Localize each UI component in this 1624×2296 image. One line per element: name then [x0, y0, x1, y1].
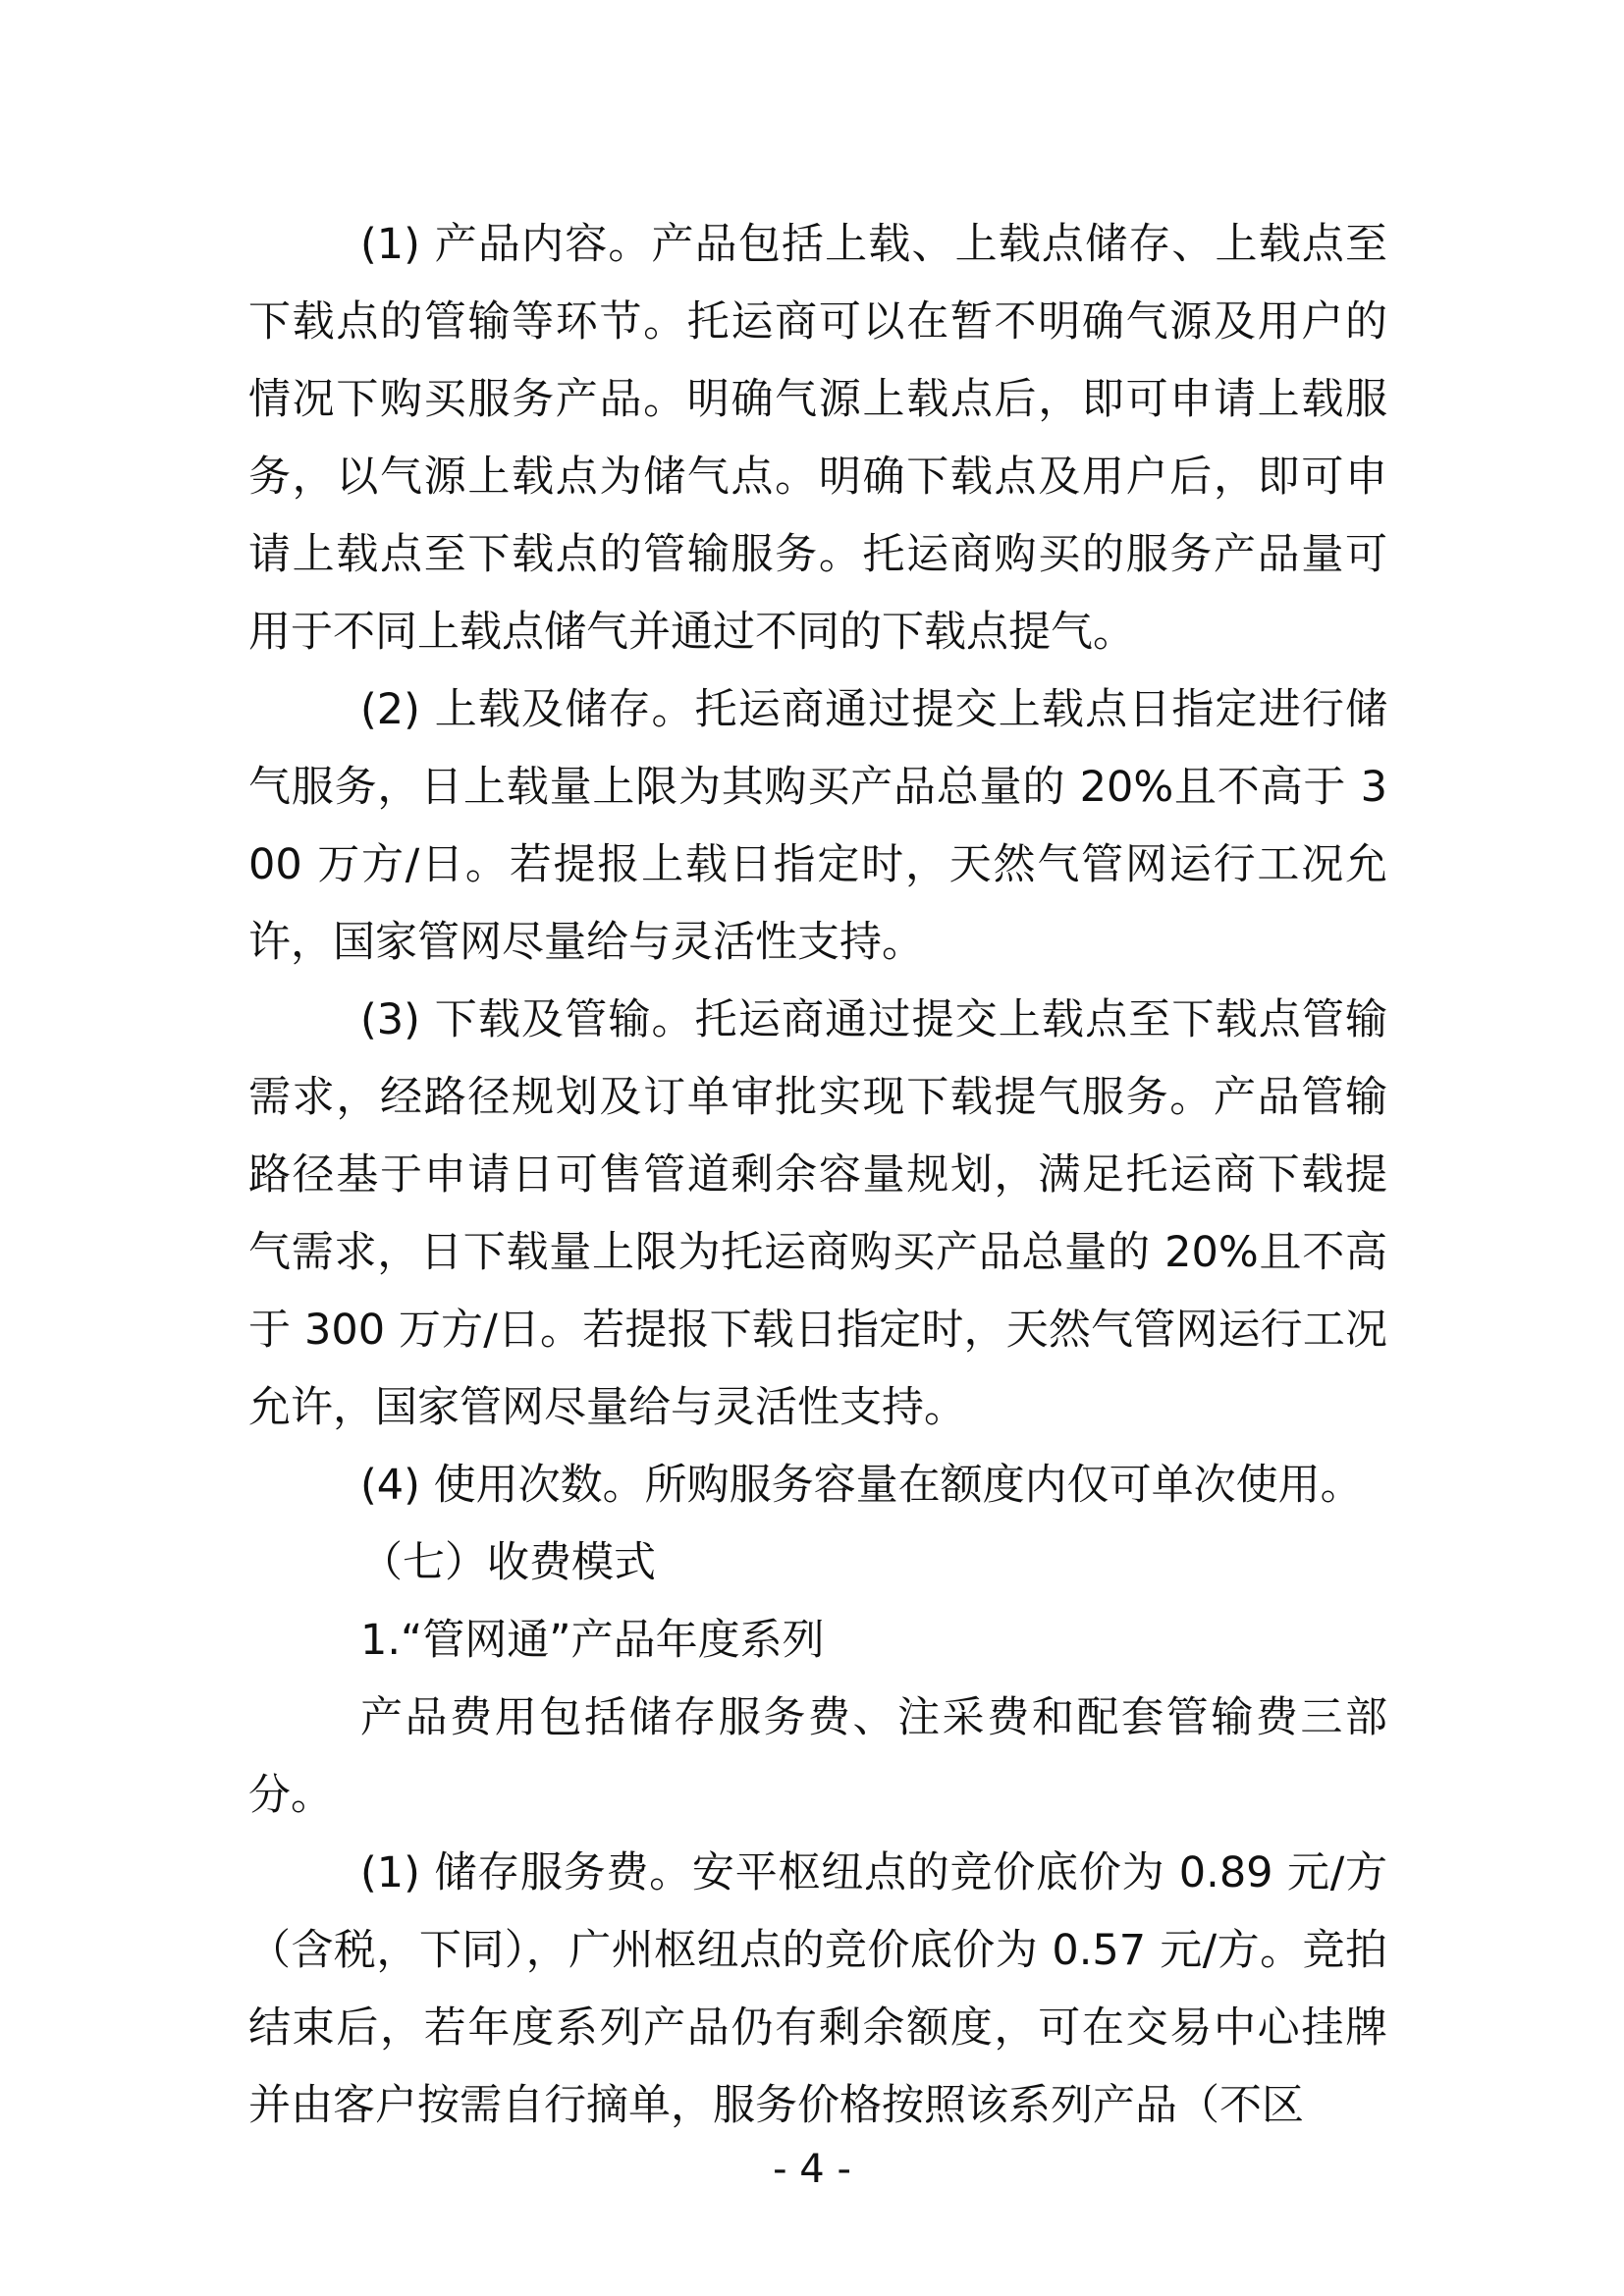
- page-number: - 4 -: [773, 2147, 851, 2192]
- paragraph-usage-times: (4) 使用次数。所购服务容量在额度内仅可单次使用。: [360, 1461, 1363, 1510]
- subsection-heading-annual-series: 1.“管网通”产品年度系列: [360, 1616, 825, 1665]
- paragraph-product-content: (1) 产品内容。产品包括上载、上载点储存、上载点至下载点的管输等环节。托运商可以在暂不明确气源及用户的情况下购买服务产品。明确气源上载点后，即可申请上载服务，以气源上载点为储气点。明确下载点及用户后，即可申请上载点至下载点的管输服务。托运商购买的服务产品量可用于不同上载点储气并通过不同的下载点提气。: [248, 220, 1387, 657]
- paragraph-fee-components: 产品费用包括储存服务费、注采费和配套管输费三部分。: [248, 1693, 1387, 1820]
- paragraph-download-transport: (3) 下载及管输。托运商通过提交上载点至下载点管输需求，经路径规划及订单审批实现下载提气服务。产品管输路径基于申请日可售管道剩余容量规划，满足托运商下载提气需求，日下载量上限为托运商购买产品总量的 20%且不高于 300 万方/日。若提报下载日指定时，天然气管网运行工况允许，国家管网尽量给与灵活性支持。: [248, 995, 1387, 1432]
- section-heading-fee-model: （七）收费模式: [360, 1538, 656, 1587]
- paragraph-storage-fee: (1) 储存服务费。安平枢纽点的竞价底价为 0.89 元/方（含税，下同），广州枢纽点的竞价底价为 0.57 元/方。竞拍结束后，若年度系列产品仍有剩余额度，可在交易中心挂牌并由客户按需自行摘单，服务价格按照该系列产品（不区: [248, 1848, 1387, 2130]
- paragraph-upload-storage: (2) 上载及储存。托运商通过提交上载点日指定进行储气服务，日上载量上限为其购买产品总量的 20%且不高于 300 万方/日。若提报上载日指定时，天然气管网运行工况允许，国家管网尽量给与灵活性支持。: [248, 685, 1387, 967]
- body-text: [248, 206, 1387, 2145]
